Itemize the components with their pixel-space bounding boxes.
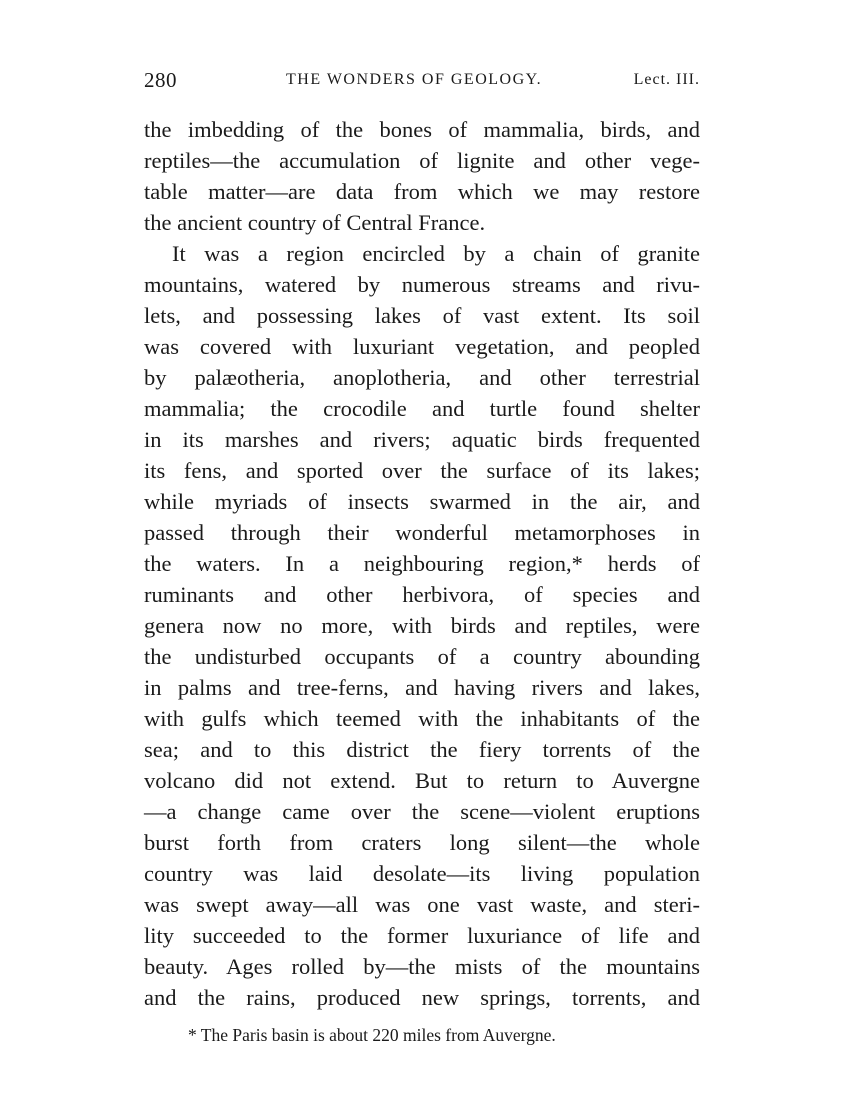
text-line: genera now no more, with birds and reptiles, were (144, 613, 700, 638)
text-line: the imbedding of the bones of mammalia, birds, and (144, 117, 700, 142)
text-line: country was laid desolate—its living population (144, 861, 700, 886)
text-line: its fens, and sported over the surface of its lakes; (144, 458, 700, 483)
body-text (144, 114, 700, 1013)
text-line: and the rains, produced new springs, torrents, and (144, 985, 700, 1010)
text-line: —a change came over the scene—violent eruptions (144, 799, 700, 824)
text-line: lets, and possessing lakes of vast extent. Its soil (144, 303, 700, 328)
running-title: THE WONDERS OF GEOLOGY. (286, 71, 543, 88)
text-line: ruminants and other herbivora, of species and (144, 582, 700, 607)
text-line: volcano did not extend. But to return to Auvergne (144, 768, 700, 793)
text-line: was covered with luxuriant vegetation, and peopled (144, 334, 700, 359)
text-line: lity succeeded to the former luxuriance of life and (144, 923, 700, 948)
text-line: the undisturbed occupants of a country abounding (144, 644, 700, 669)
text-line: the ancient country of Central France. (144, 210, 486, 235)
text-line: burst forth from craters long silent—the whole (144, 830, 700, 855)
running-head (144, 68, 700, 98)
text-line: It was a region encircled by a chain of granite (172, 241, 700, 266)
text-line: mountains, watered by numerous streams and rivu- (144, 272, 700, 297)
text-line: beauty. Ages rolled by—the mists of the mountains (144, 954, 700, 979)
text-line: passed through their wonderful metamorphoses in (144, 520, 700, 545)
page-number: 280 (144, 68, 177, 92)
text-line: was swept away—all was one vast waste, and steri- (144, 892, 700, 917)
footnote: * The Paris basin is about 220 miles from Auvergne. (188, 1025, 556, 1045)
text-line: the waters. In a neighbouring region,* herds of (144, 551, 700, 576)
text-line: in palms and tree-ferns, and having rivers and lakes, (144, 675, 700, 700)
text-line: while myriads of insects swarmed in the air, and (144, 489, 700, 514)
text-line: with gulfs which teemed with the inhabitants of the (144, 706, 700, 731)
lecture-label: Lect. III. (633, 71, 700, 88)
text-line: in its marshes and rivers; aquatic birds frequented (144, 427, 700, 452)
text-line: by palæotheria, anoplotheria, and other terrestrial (144, 365, 700, 390)
text-line: table matter—are data from which we may restore (144, 179, 700, 204)
text-line: reptiles—the accumulation of lignite and other vege- (144, 148, 700, 173)
text-line: sea; and to this district the fiery torrents of the (144, 737, 700, 762)
text-line: mammalia; the crocodile and turtle found shelter (144, 396, 700, 421)
